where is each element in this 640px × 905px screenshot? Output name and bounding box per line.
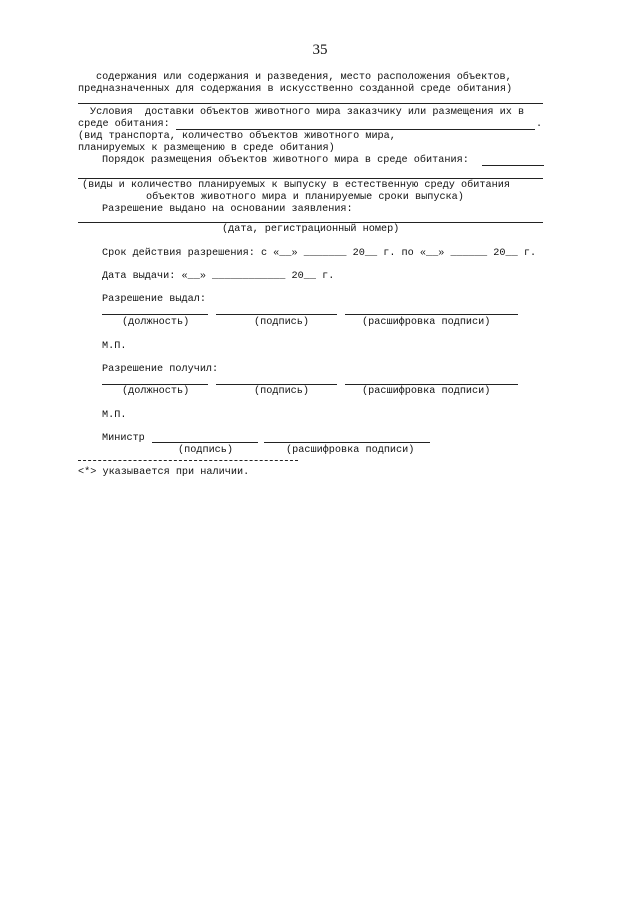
minister-signature-caption: (подпись) <box>178 445 234 456</box>
issue-date: Дата выдачи: «__» ____________ 20__ г. <box>102 271 335 282</box>
delivery-conditions-label: среде обитания: <box>78 119 170 130</box>
minister-signature-line <box>152 442 258 443</box>
received-signature-line <box>216 384 337 385</box>
issued-position-line <box>102 314 208 315</box>
received-signature-caption: (подпись) <box>254 386 310 397</box>
basis-note: (дата, регистрационный номер) <box>222 224 400 235</box>
received-position-line <box>102 384 208 385</box>
delivery-conditions-line1: Условия доставки объектов животного мира заказчику или размещения их в <box>90 107 525 118</box>
basis-fill-line <box>78 222 543 223</box>
received-decoding-caption: (расшифровка подписи) <box>362 386 491 397</box>
issued-decoding-caption: (расшифровка подписи) <box>362 317 491 328</box>
delivery-note-line2: планируемых к размещению в среде обитания) <box>78 143 335 154</box>
delivery-note-line1: (вид транспорта, количество объектов животного мира, <box>78 131 396 142</box>
issued-signature-caption: (подпись) <box>254 317 310 328</box>
issued-signature-line <box>216 314 337 315</box>
placement-fill-line-2 <box>78 178 543 179</box>
top-paragraph-line2: предназначенных для содержания в искусственно созданной среде обитания) <box>78 84 513 95</box>
minister-decoding-caption: (расшифровка подписи) <box>286 445 415 456</box>
received-by-label: Разрешение получил: <box>102 364 219 375</box>
issued-decoding-line <box>345 314 518 315</box>
minister-decoding-line <box>264 442 430 443</box>
page-number: 35 <box>312 42 328 58</box>
placement-fill-line <box>482 165 544 166</box>
delivery-fill-line <box>176 129 535 130</box>
footnote: <*> указывается при наличии. <box>78 467 250 478</box>
footnote-separator <box>78 460 298 461</box>
received-position-caption: (должность) <box>122 386 190 397</box>
minister-label: Министр <box>102 433 145 444</box>
validity-period: Срок действия разрешения: с «__» _______ 20__ г. по «__» ______ 20__ г. <box>102 248 537 259</box>
stamp-placeholder-2: М.П. <box>102 410 127 421</box>
issued-by-label: Разрешение выдал: <box>102 294 206 305</box>
issued-position-caption: (должность) <box>122 317 190 328</box>
basis-label: Разрешение выдано на основании заявления: <box>102 204 353 215</box>
placement-order-label: Порядок размещения объектов животного мира в среде обитания: <box>102 155 469 166</box>
fill-line <box>78 103 543 104</box>
received-decoding-line <box>345 384 518 385</box>
top-paragraph-line1: содержания или содержания и разведения, место расположения объектов, <box>96 72 512 83</box>
placement-note-line1: (виды и количество планируемых к выпуску в естественную среду обитания <box>82 180 510 191</box>
stamp-placeholder-1: М.П. <box>102 341 127 352</box>
placement-note-line2: объектов животного мира и планируемые сроки выпуска) <box>146 192 464 203</box>
delivery-end-period: . <box>536 119 543 130</box>
